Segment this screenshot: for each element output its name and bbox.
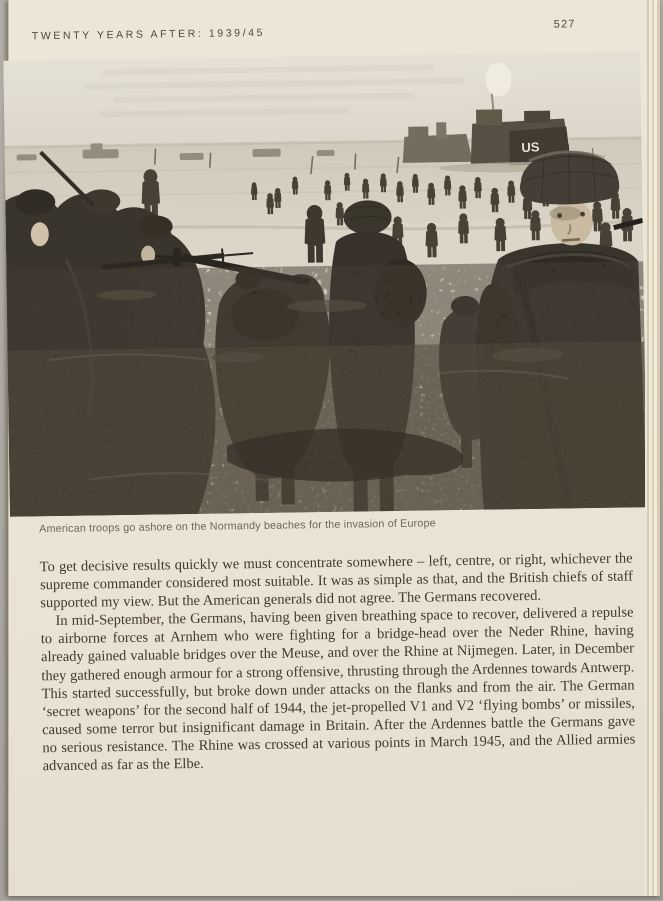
chapter-title: TWENTY YEARS AFTER: 1939/45 — [31, 26, 266, 43]
body-paragraph-1: To get decisive results quickly we must concentrate somewhere – left, centre, or right, whichever the supreme commander considered most suitable. It was as simple as that, and the British chiefs of staff supported my view. But the American generals did not agree. The Germans recovered. — [39, 550, 634, 612]
body-text — [40, 549, 636, 775]
running-head — [31, 18, 629, 46]
photo-caption: American troops go ashore on the Normandy beaches for the invasion of Europe — [39, 517, 436, 536]
page-stack-edges — [645, 0, 660, 896]
page-content — [2, 0, 651, 901]
photo-illustration — [3, 51, 647, 516]
book-page — [8, 0, 660, 896]
landing-craft-us-marking: US — [521, 139, 540, 156]
page-number: 527 — [553, 18, 576, 31]
body-paragraph-2: In mid-September, the Germans, having been given breathing space to recover, delivered a repulse to airborne forces at Arnhem who were fighting for a bridge-head over the Neder Rhine, having already gained valuable bridges over the Meuse, and over the Rhine at Nijmegen. Later, in December they gathered enough armour for a strong offensive, thrusting through the Ardennes towards Antwerp. This started successfully, but broke down under attacks on the flanks and from the air. The German ‘secret weapons’ for the second half of 1944, the jet-propelled V1 and V2 ‘flying bombs’ or missiles, caused some terror but insignificant damage in Britain. After the Ardennes battle the Germans gave no serious resistance. The Rhine was crossed at various points in March 1945, and the Allied armies advanced as far as the Elbe. — [40, 604, 636, 775]
normandy-landing-photo — [3, 51, 647, 516]
